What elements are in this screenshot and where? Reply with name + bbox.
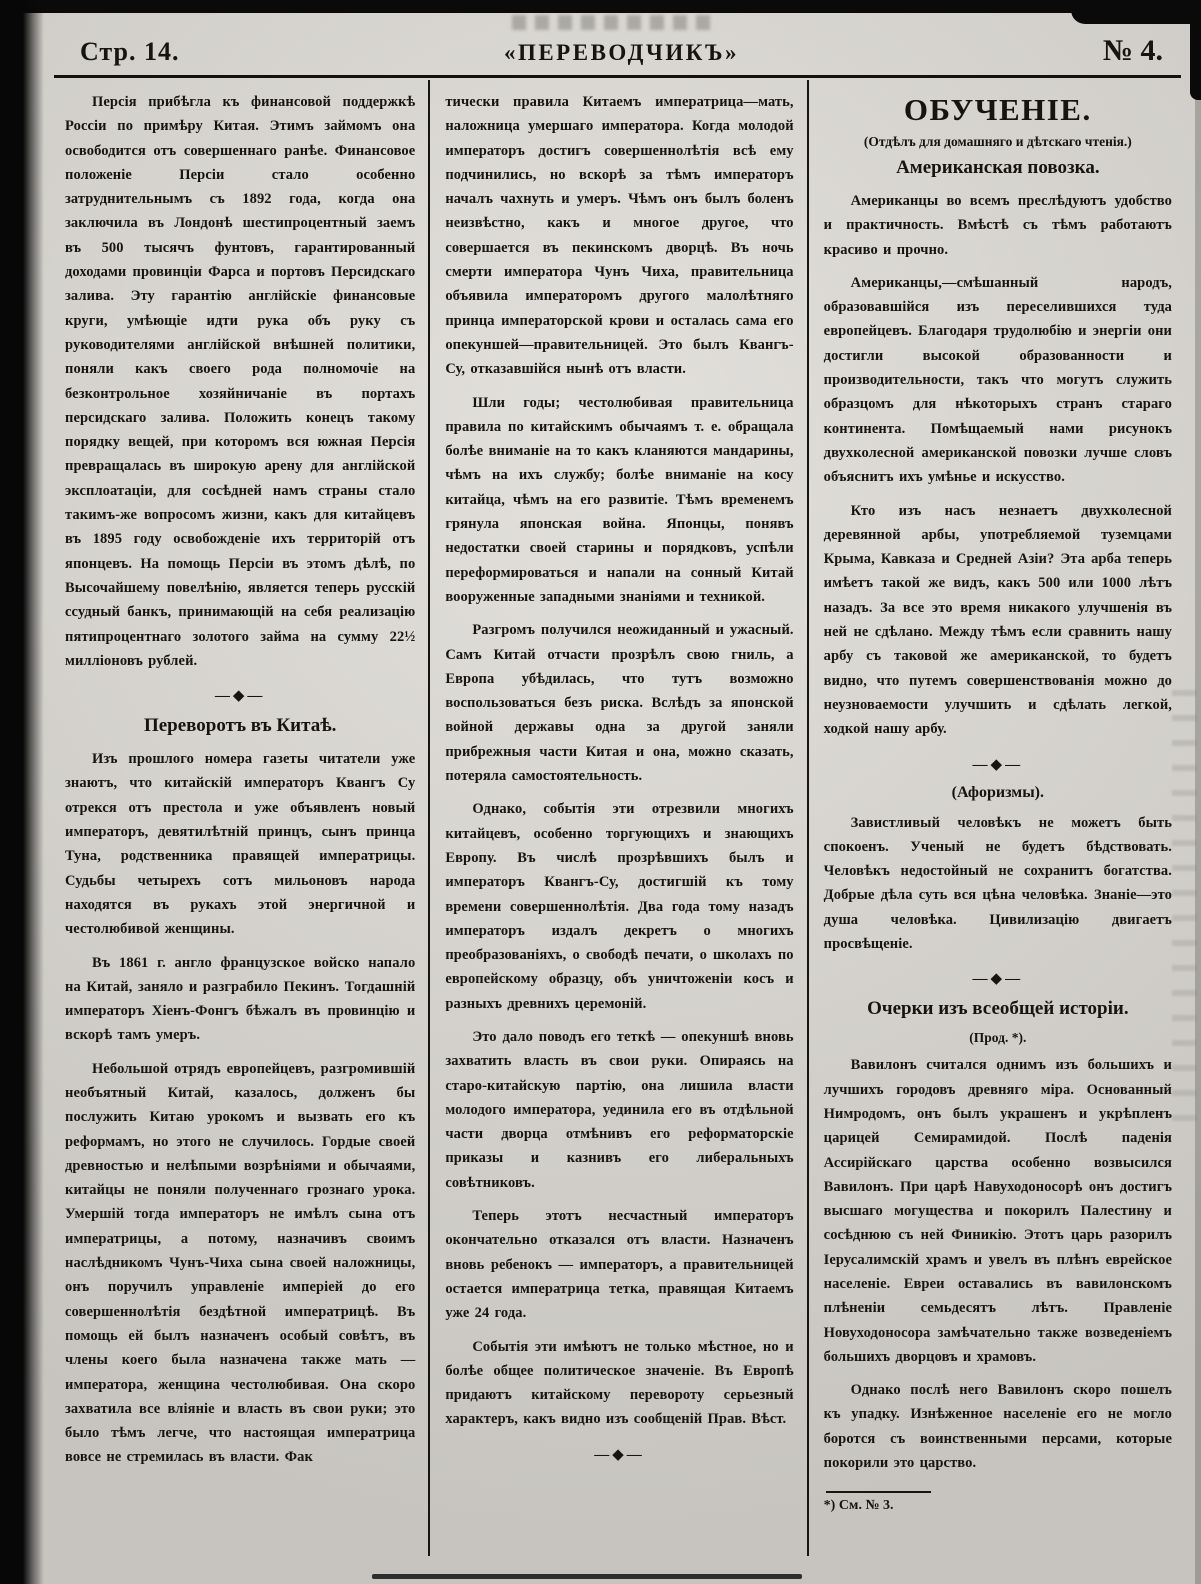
header-rule — [54, 75, 1181, 78]
paragraph: Персія прибѣгла къ финансовой поддержкѣ Россіи по примѣру Китая. Этимъ займомъ она освободится отъ совершеннаго ранѣе. Финансовое положеніе Персіи стало особенно затруднительнымъ съ 1892 года, когда она заключила въ Лондонѣ шестипроцентный заемъ въ 500 тысячъ фунтовъ, гарантированный доходами провинціи Фарса и портовъ Персидскаго залива. Эту гарантію англійскіе финансовые круги, умѣющіе идти рука объ руку съ руководителями англійской внѣшней политики, поняли какъ своего рода полномочіе на безконтрольное хозяйничаніе въ портахъ персидскаго залива. Положить конецъ такому порядку вещей, при которомъ вся южная Персія превращалась въ широкую арену для англійской эксплоатаціи, для сосѣдней намъ страны стало такимъ-же вопросомъ жизни, какъ для китайцевъ въ 1895 году освобожденіе ихъ территорій отъ японцевъ. На помощь Персіи въ этомъ дѣлѣ, по Высочайшему повелѣнію, является теперь русскій ссудный банкъ, принимающій на себя реализацію пятипроцентнаго золотого займа на сумму 22½ милліоновъ рублей. — [65, 94, 416, 669]
article-continuation-note: (Прод. *). — [969, 1030, 1027, 1046]
paragraph: Небольшой отрядъ европейцевъ, разгромившій необъятный Китай, казалось, долженъ бы послужить Китаю урокомъ и вызвать его къ реформамъ, но этого не случилось. Гордые своей древностью и нелѣпыми возрѣніями и обычаями, китайцы не поняли полученнаго грознаго урока. Умершій тогда императоръ не имѣлъ сына отъ императрицы, а потому, назначивъ своимъ наслѣдникомъ Чунъ-Чиха сына своей наложницы, онъ поручилъ управленіе имперіей до его совершеннолѣтія бездѣтной императрицѣ. Въ помощь ей былъ назначенъ особый совѣтъ, въ члены коего была назначена также мать — императора, женщина честолюбивая. Она скоро захватила все вліяніе и власть въ свои руки; это было тѣмъ легче, что настоящая императрица вовсе не стремилась въ власти. Фак — [65, 1060, 416, 1466]
diamond-ornament-icon: —◆— — [214, 688, 266, 705]
ornament-divider — [445, 1445, 793, 1464]
paragraph: Шли годы; честолюбивая правительница правила по китайскимъ обычаямъ т. е. обращала болѣе вниманіе на то какъ кланяются мандарины, чѣмъ на ихъ службу; болѣе вниманіе на косу китайца, чѣмъ на его развитіе. Тѣмъ временемъ грянула японская война. Японцы, понявъ недостатки своей старины и порядковъ, успѣли переформироваться и напали на сонный Китай вооруженные западными знаніями и техникой. — [445, 394, 794, 605]
paragraph: Въ 1861 г. англо французское войско напало на Китай, заняло и разграбило Пекинъ. Тогдашній императоръ Хіенъ-Фонгъ бѣжалъ въ провинцію и вскорѣ тамъ умеръ. — [65, 954, 416, 1044]
diamond-ornament-icon: —◆— — [972, 756, 1024, 773]
article-title-american-cart: Американская повозка. — [896, 157, 1100, 178]
footnote-text: *) См. № 3. — [823, 1498, 894, 1514]
paragraph: Кто изъ насъ незнаетъ двухколесной деревянной арбы, употребляемой туземцами Крыма, Кавказа и Средней Азіи? Эта арба теперь имѣетъ такой же видъ, какъ 500 или 1000 лѣтъ назадъ. За все это время никакого улучшенія въ ней не сдѣлано. Между тѣмъ если сравнить нашу арбу съ таковой же американской, то будетъ видно, что путемъ совершенствованія можно до неузноваемости улучшить и сдѣлать легкой, ходкой нашу арбу. — [823, 502, 1172, 738]
ornament-divider — [65, 686, 415, 705]
columns — [50, 80, 1185, 1556]
scan-streak-right-top — [1190, 0, 1201, 100]
article-title-china-coup: Переворотъ въ Китаѣ. — [143, 715, 337, 737]
ink-smudge — [512, 15, 712, 30]
scan-edge-top — [0, 0, 1201, 13]
paragraph: Американцы во всемъ преслѣдуютъ удобство и практичность. Вмѣстѣ съ тѣмъ работаютъ красиво и прочно. — [823, 193, 1172, 258]
paragraph: Изъ прошлого номера газеты читатели уже знаютъ, что китайскій императоръ Квангъ Су отрекся отъ престола и уже объявленъ новый императоръ, девятилѣтній принцъ, сынъ принца Туна, родственника правящей императрицы. Судьбы четырехъ сотъ мильоновъ народа находятся въ рукахъ этой энергичной и честолюбивой женщины. — [65, 751, 416, 938]
masthead-title: «ПЕРЕВОДЧИКЪ» — [503, 40, 740, 65]
footnote — [824, 1491, 1172, 1514]
aphorisms-title: (Афоризмы). — [951, 783, 1045, 801]
paragraph: Событія эти имѣютъ не только мѣстное, но и болѣе общее политическое значеніе. Въ Европѣ придаютъ китайскому перевороту серьезный характеръ, какъ видно изъ сообщеній Прав. Вѣст. — [445, 1338, 794, 1428]
scan-mark-bottom — [372, 1574, 802, 1579]
column-2 — [428, 80, 806, 1556]
paragraph: тически правила Китаемъ императрица—мать, наложница умершаго императора. Когда молодой императоръ достигъ совершеннолѣтія всѣ ему подчинились, но вскорѣ за тѣмъ императоръ началъ чахнуть и умеръ. Чѣмъ онъ былъ боленъ неизвѣстно, какъ и многое другое, что совершается въ пекинскомъ дворцѣ. Въ ночь смерти императора Чунъ Чиха, правительница объявила императоромъ другого малолѣтняго принца императорской крови и осталась сама его опекуншей—правительницей. Это былъ Квангъ-Су, отказавшійся нынѣ отъ власти. — [445, 94, 794, 378]
scan-corner-top-right — [1071, 0, 1201, 24]
diamond-ornament-icon: —◆— — [972, 971, 1024, 988]
page-number-label: Стр. 14. — [80, 37, 180, 66]
footnote-rule — [826, 1491, 931, 1493]
page-content — [50, 16, 1185, 1578]
column-1 — [50, 80, 428, 1556]
paragraph: Это дало поводъ его теткѣ — опекуншѣ вновь захватить власть въ свои руки. Опираясь на старо-китайскую партію, она лишила власти молодого императора, уединила его въ отдѣльной части дворца отмѣнивъ его реформаторскіе приказы и казнивъ его либеральныхъ совѣтниковъ. — [445, 1028, 794, 1191]
ornament-divider — [824, 969, 1172, 988]
diamond-ornament-icon: —◆— — [594, 1446, 645, 1463]
article-title-world-history: Очерки изъ всеобщей исторіи. — [867, 998, 1129, 1020]
paragraph: Американцы,—смѣшанный народъ, образовавшійся изъ переселившихся туда европейцевъ. Благодаря трудолюбію и энергіи они достигли высокой образованности и производительности, такъ что могутъ служить образцомъ для нѣкоторыхъ странъ стараго континента. Помѣщаемый нами рисунокъ двухколесной американской повозки лучше словъ объяснитъ ихъ умѣнье и искусство. — [823, 274, 1172, 486]
ornament-divider — [824, 755, 1172, 774]
scan-edge-left — [0, 0, 44, 1584]
paragraph: Однако послѣ него Вавилонъ скоро пошелъ къ упадку. Изнѣженное населеніе его не могло боротся съ воинственными персами, которые покорили это царство. — [823, 1382, 1172, 1472]
issue-number: № 4. — [1102, 34, 1163, 67]
column-3 — [807, 80, 1185, 1556]
paragraph: Теперь этотъ несчастный императоръ окончательно отказался отъ власти. Назначенъ вновь ребенокъ — императоръ, а правительницей остается императрица тетка, правящая Китаемъ уже 24 года. — [445, 1208, 794, 1322]
paragraph: Вавилонъ считался однимъ изъ большихъ и лучшихъ городовъ древняго міра. Основанный Нимродомъ, онъ былъ украшенъ и укрѣпленъ царицей Семирамидой. Послѣ паденія Ассирійскаго царства особенно возвысился Вавилонъ. При царѣ Навуходоносорѣ онъ достигъ высшаго могущества и покорилъ Палестину и сосѣднюю съ ней Финикію. Этотъ царь разорилъ Іерусалимскій храмъ и увелъ въ плѣнъ еврейское населеніе. Евреи оставались въ вавилонскомъ плѣненіи семьдесятъ лѣтъ. Правленіе Новуходоносора замѣчательно также возведеніемъ большихъ дворцовъ и храмовъ. — [823, 1057, 1172, 1365]
section-subtitle: (Отдѣлъ для домашняго и дѣтскаго чтенія.) — [863, 134, 1132, 149]
paragraph: Однако, событія эти отрезвили многихъ китайцевъ, особенно торгующихъ и знающихъ Европу. Въ числѣ прозрѣвшихъ былъ и императоръ Квангъ-Су, достигшій къ тому времени совершеннолѣтія. Два года тому назадъ императоръ издалъ декретъ о многихъ преобразованіяхъ, о свободѣ печати, о школахъ по европейскому образцу, объ уничтоженіи косъ и разныхъ древнихъ церемоній. — [445, 801, 794, 1012]
paragraph: Завистливый человѣкъ не можетъ быть спокоенъ. Ученый не будетъ бѣдствовать. Человѣкъ недостойный не сохранитъ богатства. Добрые дѣла суть вся цѣна человѣка. Знаніе—это душа человѣка. Цивилизацію двигаетъ просвѣщеніе. — [823, 814, 1172, 953]
section-title-education: ОБУЧЕНІЕ. — [903, 92, 1092, 127]
scan-streak-right — [1195, 0, 1201, 1584]
paragraph: Разгромъ получился неожиданный и ужасный. Самъ Китай отчасти прозрѣлъ свою гниль, а Европа убѣдилась, что тутъ возможно воспользоваться безъ риска. Вслѣдъ за японской войной державы одна за другой заняли прибрежныя части Китая и она, можно сказать, потеряла самостоятельность. — [445, 622, 794, 785]
